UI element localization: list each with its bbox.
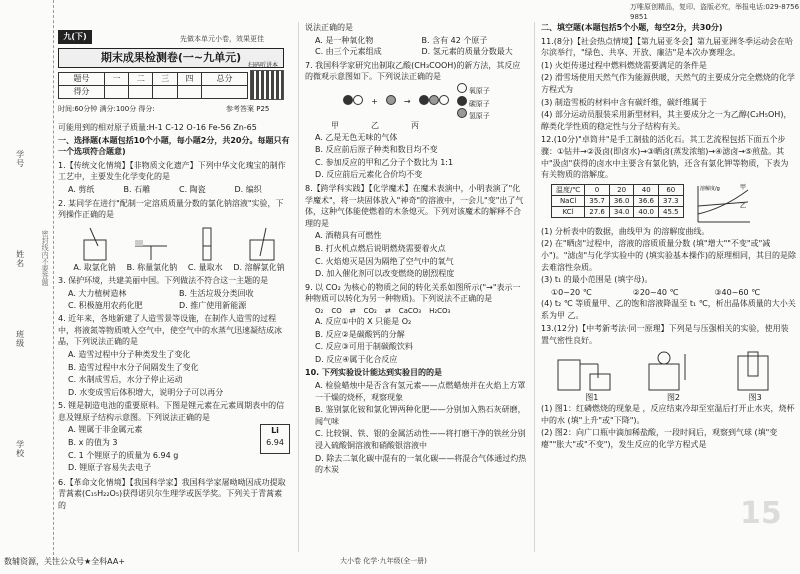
lithium-element-card: [260, 424, 290, 454]
table-row: [552, 195, 684, 206]
question-9: 9. 以 CO₂ 为核心的物质之间的转化关系如图所示("→"表示一种物质可以转化为另一种物质)。下列说法不正确的是: [305, 282, 521, 304]
footer-promo: 数辅资源，关注公众号★全科AA+: [4, 557, 126, 566]
graph-y-label: 溶解度/g: [699, 185, 720, 192]
score-cell: 二: [129, 73, 153, 86]
table-row: [552, 207, 684, 218]
diagram-node: H₂CO₃: [429, 306, 451, 315]
score-cell: 四: [177, 73, 201, 86]
reaction-diagram: [305, 84, 528, 120]
molecule-icon: [343, 95, 363, 109]
copyright-note: 万唯原创精品，复印、盗版必究，举报电话:029-8756 9851: [630, 3, 800, 22]
table-row: [552, 184, 684, 195]
question-11-part: (2) 滑雪场使用天然气作为能源供暖，天然气的主要成分完全燃烧的化学方程式为: [541, 73, 795, 94]
score-cell[interactable]: [129, 86, 153, 99]
apparatus-3-icon: [724, 350, 784, 392]
option[interactable]: D. 反应④属于化合反应: [315, 354, 398, 364]
question-3: 3. 保护环境，共建美丽中国。下列做法不符合这一主题的是: [58, 276, 269, 286]
option[interactable]: B. 含有 42 个原子: [421, 35, 488, 45]
table-header-cell: 40: [634, 184, 659, 195]
balance-figure-icon: [131, 226, 171, 262]
question-12-options: [541, 287, 796, 299]
margin-label-class: 班级: [15, 330, 25, 348]
footer-book-title: 大小卷 化学·九年级(全一册): [340, 557, 427, 565]
option[interactable]: ③40~60 ℃: [714, 287, 761, 297]
qr-code-icon[interactable]: [250, 70, 284, 100]
option[interactable]: C. 反应③可用于制碳酸饮料: [315, 342, 413, 352]
page-title: 期末成果检测卷(一~九单元): [58, 48, 284, 68]
option[interactable]: A. 锂属于非金属元素: [68, 425, 143, 435]
time-line: 时间:60分钟 满分:100分 得分:: [58, 105, 155, 113]
option[interactable]: C. 1 个锂原子的质量为 6.94 g: [68, 450, 179, 460]
score-table-row: [59, 73, 248, 86]
option[interactable]: A. 酒精具有可燃性: [315, 231, 382, 241]
reaction-legend: [457, 83, 490, 120]
conversion-diagram: [305, 306, 528, 316]
option[interactable]: A. 乙是无色无味的气体: [315, 132, 398, 142]
option[interactable]: C. 火焰熄灭是因为隔绝了空气中的氧气: [315, 256, 454, 266]
score-cell: 总分: [202, 73, 248, 86]
table-cell: 37.3: [659, 195, 684, 206]
left-column: [58, 122, 290, 513]
legend-item: 氧原子: [457, 83, 490, 95]
diagram-node: CaCO₃: [398, 306, 422, 315]
molecule-icon: [386, 95, 396, 109]
question-12-part: (4) t₂ ℃ 等质量甲、乙的饱和溶液降温至 t₁ ℃，析出晶体质量的大小关系为甲 乙。: [541, 299, 796, 320]
score-table-row: [59, 86, 248, 99]
score-cell[interactable]: [177, 86, 201, 99]
arrow-icon: →: [403, 97, 411, 107]
legend-item: 氢原子: [457, 108, 490, 120]
question-11-part: (4) 部分运动员服装采用新型材料，其主要成分之一为乙醇(C₂H₅OH)，醇类化学性质的稳定性与分子结构有关。: [541, 110, 792, 131]
figure-caption: 图2: [666, 392, 681, 402]
middle-column: [298, 22, 528, 552]
option[interactable]: D. 水变成雪后体积增大，说明分子可以再分: [68, 387, 224, 397]
question-12-part: (2) 在"晒卤"过程中，溶液的溶质质量分数 (填"增大""不变"或"减小")。"滤卤"与化学实验中的 (填实验基本操作)的原理相同，其目的是除去难溶性杂质。: [541, 239, 796, 272]
arrow-icon: ⇄: [349, 306, 356, 315]
table-cell: 36.0: [609, 195, 634, 206]
question-5-options: [58, 424, 260, 474]
question-6: 6.【革命文化情境】【我国科学家】我国科学家屠呦呦因成功提取青蒿素(C₁₅H₂₂O₅)获得诺贝尔生理学或医学奖。下列关于青蒿素的: [58, 477, 286, 511]
score-cell[interactable]: [153, 86, 177, 99]
unit-tag: 九(下): [58, 30, 92, 44]
reaction-labels: [305, 120, 435, 132]
option[interactable]: B. 鉴别氯化铵和氯化钾两种化肥——分别加入熟石灰研磨，闻气味: [315, 405, 526, 426]
answer-reference: 参考答案 P25: [226, 105, 270, 113]
section-1-heading: 一、选择题(本题包括10个小题，每小题2分，共20分。每题只有一个选项符合题意): [58, 135, 290, 157]
diagram-node: O₂: [315, 306, 324, 315]
score-cell: 三: [153, 73, 177, 86]
table-cell: 40.0: [634, 207, 659, 218]
solubility-block: [541, 182, 796, 226]
solubility-graph: [690, 182, 752, 226]
table-cell: 35.7: [585, 195, 610, 206]
question-5-body: [58, 424, 290, 474]
question-2: 2. 某同学在进行"配制一定溶质质量分数的氯化钠溶液"实验，下列操作正确的是: [58, 198, 284, 220]
question-12: 12.(10分)"卓筒井"是手工制盐的活化石。其工艺流程包括下面五个步骤：①钻井→②汲卤(即卤水)→③晒卤(蒸发浓缩)→④滤卤→⑤煎盐。其中"汲卤"获得的卤水中主要含有氯化钠，还含有氯化钾等物质，下表为有关物质的溶解度。: [541, 135, 789, 180]
option[interactable]: A. 反应①中的 X 只能是 O₂: [315, 317, 412, 327]
arrow-icon: ⇄: [384, 306, 391, 315]
question-4: 4. 近年来，各地新建了人造雪景等设施，在制作人造雪的过程中，将液氮等物质喷入空气中，使空气中的水蒸气迅速凝结成冰晶，下列说法正确的是: [58, 314, 282, 347]
option[interactable]: D. 推广使用新能源: [179, 300, 247, 310]
question-13: 13.(12分)【中考新考法·同一原理】下列是与压强相关的实验，使用装置气密性良好。: [541, 324, 789, 346]
option[interactable]: C. 比较铜、铁、银的金属活动性——将打磨干净的铁丝分别浸入硫酸铜溶液和硝酸银溶液中: [315, 429, 526, 450]
table-cell: 45.5: [659, 207, 684, 218]
option[interactable]: C. 参加反应的甲和乙分子个数比为 1:1: [315, 157, 454, 167]
curve-jia: [698, 190, 748, 214]
apparatus-2-icon: [639, 350, 699, 392]
section-2-heading: 二、填空题(本题包括5个小题，每空2分，共30分): [541, 23, 723, 32]
diagram-node: CO: [331, 306, 342, 315]
table-header-cell: 60: [659, 184, 684, 195]
option[interactable]: B. x 的值为 3: [68, 438, 118, 448]
option[interactable]: B. 称量氯化钠: [126, 262, 178, 272]
atomic-mass-line: 可能用到的相对原子质量:H-1 C-12 O-16 Fe-56 Zn-65: [58, 123, 257, 132]
option[interactable]: ①0~20 ℃: [551, 287, 592, 297]
option[interactable]: C. 水制成雪后，水分子停止运动: [68, 375, 183, 385]
reaction-label: 乙: [371, 120, 379, 130]
option[interactable]: C. 陶瓷: [179, 184, 206, 194]
top-note: 先做本单元小卷，效果更佳: [180, 35, 264, 43]
diagram-node: CO₂: [363, 306, 377, 315]
question-11-part: (1) 火炬传递过程中燃料燃烧需要满足的条件是: [541, 60, 707, 70]
option[interactable]: B. 反应前后原子种类和数目均不变: [315, 145, 438, 155]
question-12-part: (1) 分析表中的数据，曲线甲为 的溶解度曲线。: [541, 226, 710, 236]
margin-label-school: 学校: [15, 440, 25, 458]
question-6-options: [305, 46, 528, 58]
table-cell: KCl: [552, 207, 585, 218]
table-cell: NaCl: [552, 195, 585, 206]
option[interactable]: D. 锂原子容易失去电子: [68, 463, 152, 473]
question-13-part: (2) 图2：向广口瓶中滴加稀盐酸，一段时间后，观察到气球 (填"变瘪""胀大"或"不变")，发生反应的化学方程式是: [541, 428, 778, 450]
seal-line-note: 密封线内不要答题: [41, 230, 50, 286]
option[interactable]: A. 是一种氧化物: [315, 35, 374, 45]
option[interactable]: B. 造雪过程中水分子间隔发生了变化: [68, 362, 199, 372]
score-cell: 题号: [59, 73, 105, 86]
question-11-part: (3) 制造雪板的材料中含有碳纤维，碳纤维属于: [541, 97, 707, 107]
option[interactable]: A. 检验蜡烛中是否含有氢元素——点燃蜡烛并在火焰上方罩一干燥的烧杯，观察现象: [315, 380, 526, 402]
table-header-cell: 20: [609, 184, 634, 195]
question-2-captions: [58, 262, 290, 274]
score-cell: 得分: [59, 86, 105, 99]
option[interactable]: D. 氢元素的质量分数最大: [421, 47, 513, 57]
element-symbol: Li: [271, 426, 279, 436]
legend-item: 碳原子: [457, 96, 490, 108]
option[interactable]: B. 打火机点燃后说明燃烧需要着火点: [315, 243, 446, 253]
question-13-part: (1) 图1：红磷燃烧的现象是 ，反应结束冷却至室温后打开止水夹，烧杯中的水 (填"上升"或"下降")。: [541, 404, 795, 425]
option[interactable]: D. 编织: [234, 184, 262, 194]
figure-caption: 图3: [748, 392, 762, 402]
option[interactable]: ②20~40 ℃: [632, 287, 679, 297]
margin-label-id: 学号: [15, 150, 25, 168]
option[interactable]: D. 除去二氧化碳中混有的一氧化碳——将混合气体通过灼热的木炭: [315, 453, 527, 475]
table-header-cell: 0: [585, 184, 610, 195]
table-cell: 27.6: [585, 207, 610, 218]
table-header-cell: 温度/℃: [552, 184, 585, 195]
cylinder-figure-icon: [187, 226, 227, 262]
option[interactable]: C. 由三个元素组成: [315, 47, 382, 57]
qr-label: 扫码听讲本: [248, 62, 279, 69]
option[interactable]: D. 反应前后元素化合价均不变: [315, 170, 423, 180]
option[interactable]: D. 加入催化剂可以改变燃烧的剧烈程度: [315, 269, 455, 279]
binding-margin: [0, 0, 54, 560]
curve-label: 乙: [739, 202, 746, 210]
molecule-icon: [419, 95, 449, 109]
option[interactable]: A. 剪纸: [68, 184, 95, 194]
question-7: 7. 我国科学家研究出制取乙酸(CH₃COOH)的新方法，其反应的微观示意图如下。下列说法正确的是: [305, 60, 521, 82]
reaction-label: 丙: [411, 120, 419, 130]
right-column: [534, 22, 796, 552]
option[interactable]: D. 溶解氯化钠: [233, 262, 285, 272]
question-1-options: [58, 184, 290, 196]
option[interactable]: A. 大力植树造林: [68, 288, 127, 298]
score-cell[interactable]: [104, 86, 128, 99]
margin-label-name: 姓名: [15, 250, 25, 268]
plus-icon: +: [371, 97, 378, 107]
question-1: 1.【传统文化情境】【非物质文化遗产】下列中华文化瑰宝的制作工艺中，主要发生化学变化的是: [58, 160, 286, 182]
element-mass: 6.94: [266, 438, 284, 448]
option[interactable]: A. 造雪过程中分子种类发生了变化: [68, 349, 191, 359]
question-6-tail: 说法正确的是: [305, 23, 353, 32]
apparatus-captions: [541, 392, 796, 404]
question-2-figures: [58, 222, 290, 262]
apparatus-figures: [541, 348, 796, 392]
stirring-figure-icon: [242, 226, 282, 262]
option[interactable]: A. 取氯化钠: [73, 262, 116, 272]
option[interactable]: B. 石雕: [123, 184, 151, 194]
question-10: 10. 下列实验设计能达到实验目的的是: [305, 368, 442, 378]
option[interactable]: B. 反应②是碳酸钙的分解: [315, 329, 405, 339]
score-table: [58, 72, 248, 99]
apparatus-1-icon: [554, 350, 614, 392]
question-3-options: [58, 288, 290, 300]
curve-label: 甲: [739, 183, 746, 191]
reaction-label: 甲: [331, 120, 339, 130]
beaker-figure-icon: [76, 226, 116, 262]
table-cell: 36.6: [634, 195, 659, 206]
question-12-part: (3) t₁ 的最小范围是 (填字母)。: [541, 275, 653, 285]
question-6-options: [305, 35, 528, 47]
option[interactable]: B. 生活垃圾分类回收: [179, 288, 254, 298]
question-5: 5. 锂是制造电池的重要原料。下图是锂元素在元素周期表中的信息及锂原子结构示意图。下列说法正确的是: [58, 401, 285, 422]
table-cell: 34.0: [609, 207, 634, 218]
score-cell: 一: [104, 73, 128, 86]
question-3-options: [58, 300, 290, 312]
question-11: 11.(8分)【社会热点情境】【第九届亚冬会】第九届亚洲冬季运动会在哈尔滨举行，"绿色、共享、开放、廉洁"是本次办赛理念。: [541, 36, 794, 58]
option[interactable]: C. 量取水: [187, 262, 223, 272]
solubility-table: [551, 184, 684, 218]
question-8: 8.【跨学科实践】【化学魔术】在魔术表演中，小明表演了"化学魔术"，将一块固体放入"神奇"的溶液中，一会儿"变"出了气体，这种气体能使燃着的木条熄灭。下列对该魔术的解释不合理的是: [305, 183, 524, 228]
figure-caption: 图1: [585, 392, 599, 402]
page-number-watermark: 15: [740, 496, 782, 531]
option[interactable]: C. 积极施用农药化肥: [68, 300, 143, 310]
score-cell[interactable]: [202, 86, 248, 99]
